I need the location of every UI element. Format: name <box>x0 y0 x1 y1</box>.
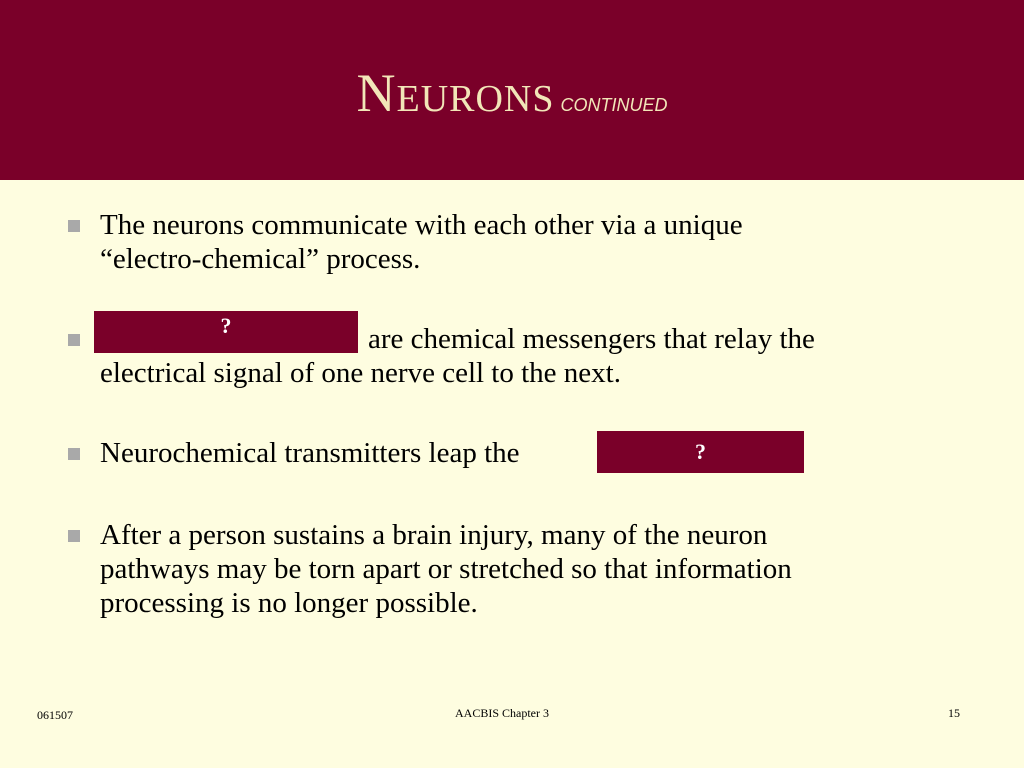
bullet-2-line-1: are chemical messengers that relay the <box>368 323 815 355</box>
slide-title-main: Neurons <box>356 63 555 123</box>
bullet-marker <box>68 220 80 232</box>
answer-blank[interactable] <box>597 431 804 473</box>
bullet-2-line-2: electrical signal of one nerve cell to the next. <box>100 357 621 389</box>
footer-center-chapter: AACBIS Chapter 3 <box>455 706 549 720</box>
footer-left-code: 061507 <box>37 708 73 722</box>
bullet-4-line-2: pathways may be torn apart or stretched so that information <box>100 553 792 585</box>
footer-page-number: 15 <box>948 706 960 720</box>
bullet-marker <box>68 334 80 346</box>
slide-title-sub: continued <box>560 87 668 117</box>
bullet-4-line-3: processing is no longer possible. <box>100 587 478 619</box>
bullet-1-line-2: “electro-chemical” process. <box>100 243 421 275</box>
answer-blank[interactable] <box>94 311 358 353</box>
blank-question-mark: ? <box>220 313 232 338</box>
bullet-marker <box>68 530 80 542</box>
bullet-marker <box>68 448 80 460</box>
blank-question-mark: ? <box>695 439 706 464</box>
bullet-3-line-1: Neurochemical transmitters leap the <box>100 437 520 469</box>
bullet-1-line-1: The neurons communicate with each other via a unique <box>100 209 743 241</box>
bullet-4-line-1: After a person sustains a brain injury, many of the neuron <box>100 519 768 551</box>
